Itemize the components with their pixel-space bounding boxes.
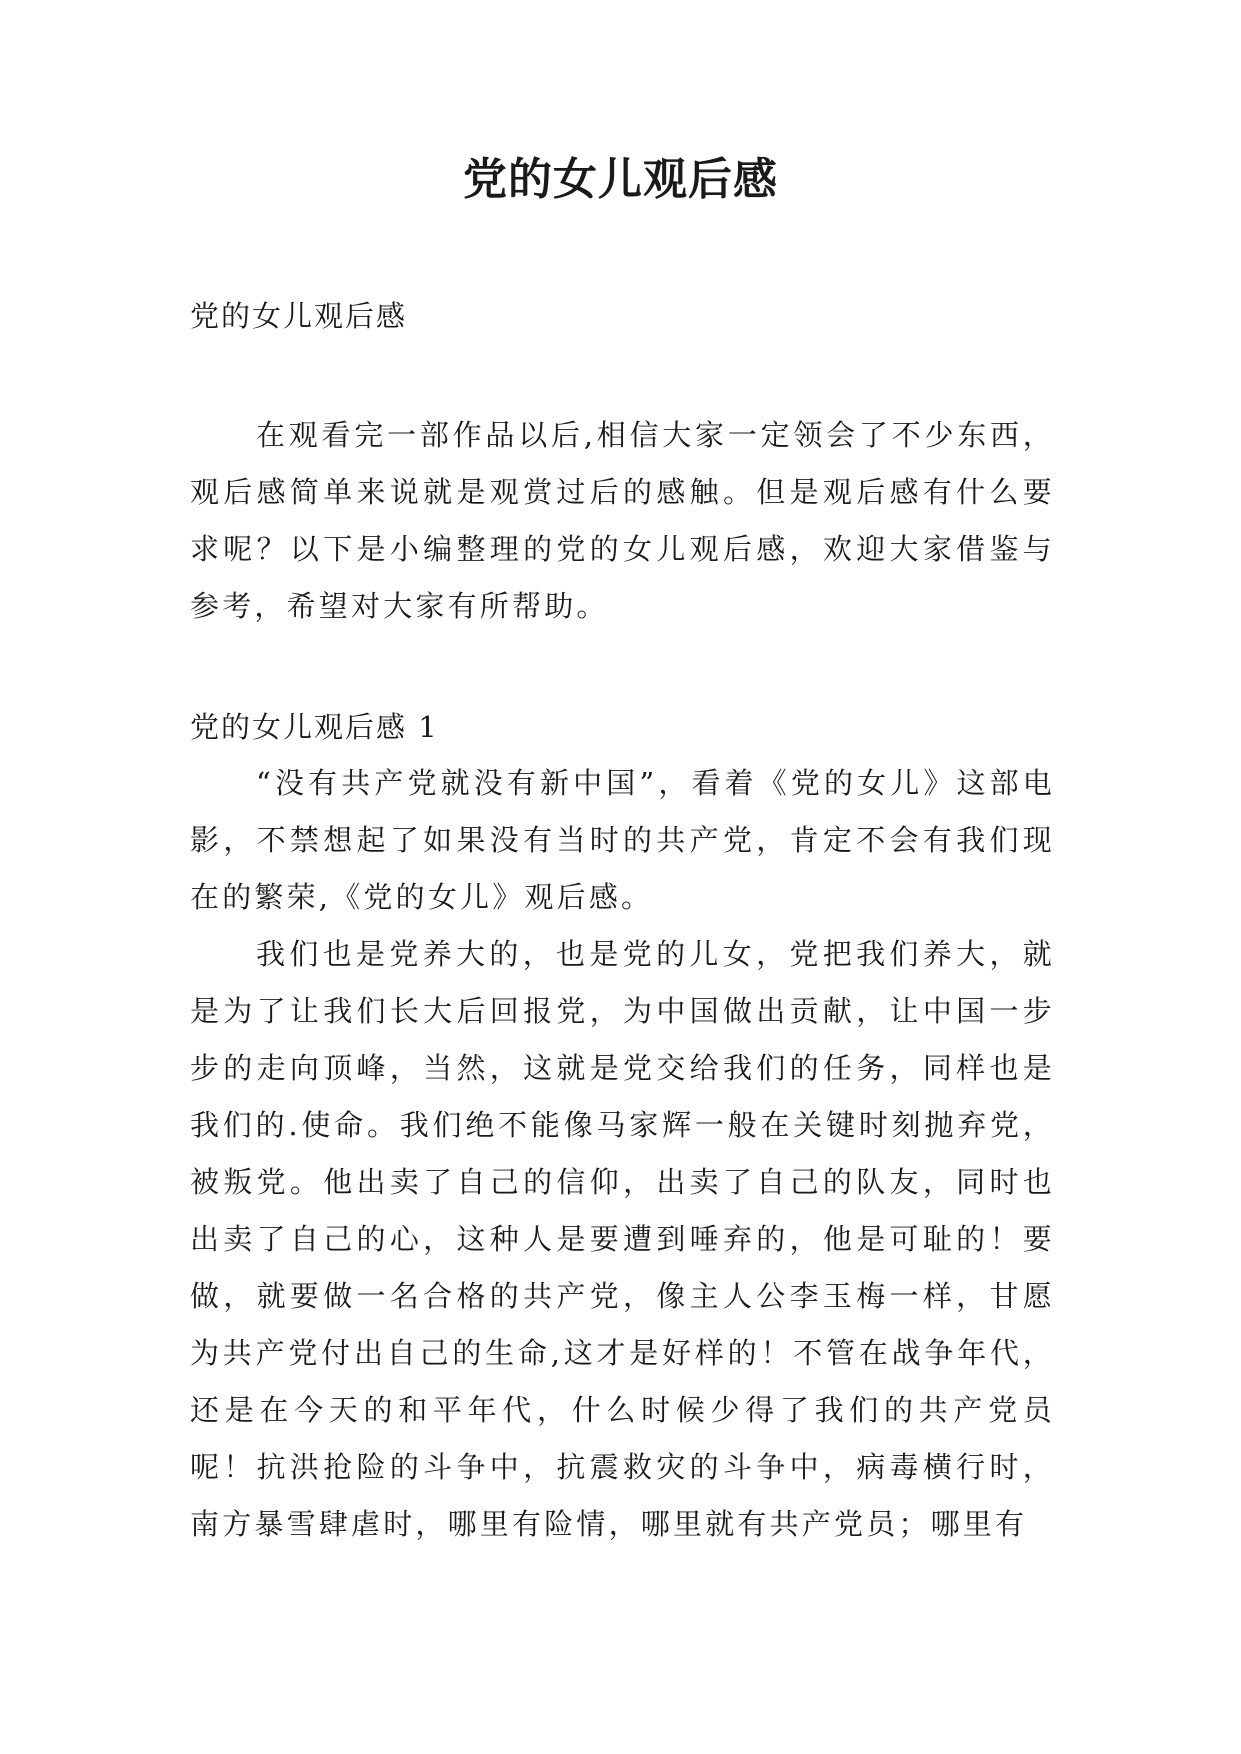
section-heading: 党的女儿观后感 1 [190, 710, 439, 744]
document-title: 党的女儿观后感 [463, 154, 778, 205]
section-paragraph-1: “没有共产党就没有新中国”，看着《党的女儿》这部电影，不禁想起了如果没有当时的共产党，肯定不会有我们现在的繁荣,《党的女儿》观后感。 [190, 766, 1055, 914]
document-subtitle: 党的女儿观后感 [190, 299, 408, 333]
intro-paragraph: 在观看完一部作品以后,相信大家一定领会了不少东西，观后感简单来说就是观赏过后的感触。但是观后感有什么要求呢？以下是小编整理的党的女儿观后感，欢迎大家借鉴与参考，希望对大家有所帮助。 [190, 418, 1055, 623]
section-paragraph-2: 我们也是党养大的，也是党的儿女，党把我们养大，就是为了让我们长大后回报党，为中国做出贡献，让中国一步步的走向顶峰，当然，这就是党交给我们的任务，同样也是我们的.使命。我们绝不能像马家辉一般在关键时刻抛弃党，被叛党。他出卖了自己的信仰，出卖了自己的队友，同时也出卖了自己的心，这种人是要遭到唾弃的，他是可耻的！要做，就要做一名合格的共产党，像主人公李玉梅一样，甘愿为共产党付出自己的生命,这才是好样的！不管在战争年代，还是在今天的和平年代，什么时候少得了我们的共产党员呢！抗洪抢险的斗争中，抗震救灾的斗争中，病毒横行时，南方暴雪肆虐时，哪里有险情，哪里就有共产党员；哪里有 [190, 937, 1055, 1541]
